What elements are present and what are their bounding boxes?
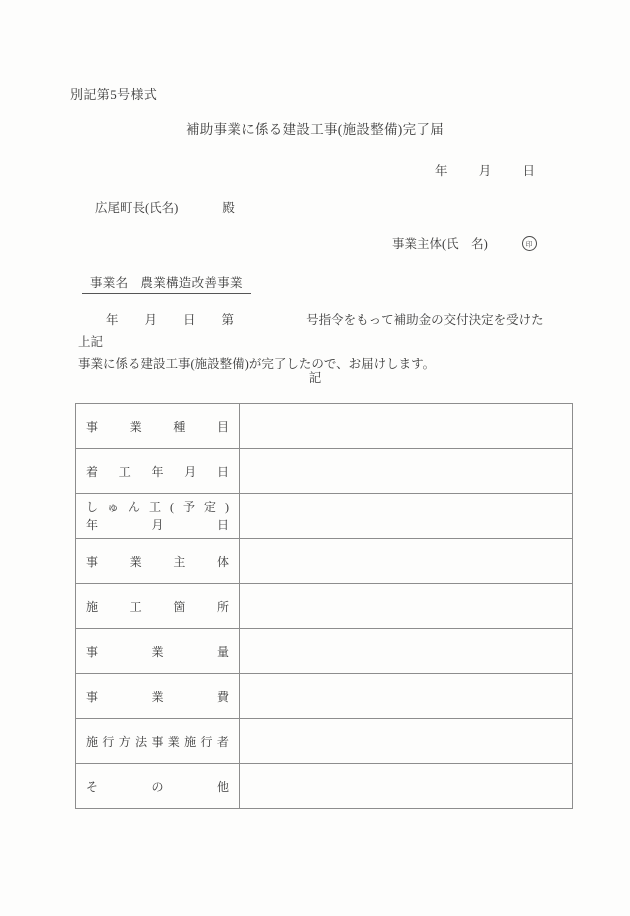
table-row	[76, 764, 573, 809]
label-char: 工	[129, 599, 142, 614]
row-value-completion-date[interactable]	[240, 494, 573, 539]
label-char: 定	[203, 500, 216, 514]
ki-mark: 記	[308, 371, 322, 385]
label-char: 月	[151, 518, 164, 532]
body-paragraph	[78, 310, 556, 376]
label-char: 所	[216, 599, 229, 614]
row-label-execution-method	[76, 719, 240, 764]
body-line2: 事業に係る建設工事(施設整備)が完了したので、お届けします。	[78, 356, 436, 371]
label-char: (	[170, 500, 174, 514]
label-char: 他	[216, 779, 229, 794]
row-value-project-quantity[interactable]	[240, 629, 573, 674]
label-char: 方	[118, 734, 131, 749]
addressee-name: 広尾町長(氏名)	[95, 201, 179, 215]
row-value-construction-site[interactable]	[240, 584, 573, 629]
row-value-other[interactable]	[240, 764, 573, 809]
row-label-project-type	[76, 404, 240, 449]
row-value-start-date[interactable]	[240, 449, 573, 494]
table-row	[76, 539, 573, 584]
project-name-value: 農業構造改善事業	[140, 276, 243, 290]
label-char: 事	[86, 644, 99, 659]
row-label-completion-date	[76, 494, 240, 539]
body-month-label: 月	[144, 313, 158, 327]
seal-icon	[522, 236, 537, 253]
body-line1-rest: 号指令をもって補助金の交付決定を受けた上記	[78, 313, 544, 349]
body-number-prefix: 第	[221, 313, 235, 327]
label-char: 費	[216, 689, 229, 704]
row-label-start-date	[76, 449, 240, 494]
label-char: 予	[182, 500, 195, 514]
label-char: 工	[149, 500, 162, 514]
body-day-label: 日	[183, 313, 196, 327]
body-year-label: 年	[106, 313, 119, 327]
row-value-project-cost[interactable]	[240, 674, 573, 719]
row-label-project-quantity	[76, 629, 240, 674]
label-char: 工	[118, 464, 131, 479]
label-char: ん	[128, 500, 141, 514]
issue-date-line	[435, 161, 535, 179]
label-char: 日	[216, 464, 229, 479]
label-char: 者	[216, 734, 229, 749]
label-char: 年	[86, 518, 99, 532]
label-char: 業	[129, 554, 142, 569]
date-month-label: 月	[478, 164, 492, 178]
label-char: し	[86, 500, 99, 514]
row-label-construction-site	[76, 584, 240, 629]
completion-details-table	[75, 403, 573, 809]
label-char: そ	[86, 779, 99, 794]
label-char: 量	[216, 644, 229, 659]
document-title: 補助事業に係る建設工事(施設整備)完了届	[186, 122, 444, 137]
label-char: 事	[151, 734, 164, 749]
label-char: 施	[86, 599, 99, 614]
row-label-other	[76, 764, 240, 809]
row-label-project-entity	[76, 539, 240, 584]
table-row	[76, 494, 573, 539]
label-char: )	[224, 500, 229, 514]
date-day-label: 日	[522, 164, 535, 178]
project-name-label: 事業名	[90, 276, 129, 290]
project-name-field	[82, 273, 251, 294]
label-char: 着	[86, 464, 99, 479]
table-row	[76, 584, 573, 629]
label-char: 箇	[173, 599, 186, 614]
row-value-project-type[interactable]	[240, 404, 573, 449]
label-char: 月	[184, 464, 197, 479]
row-value-execution-method[interactable]	[240, 719, 573, 764]
label-char: 行	[200, 734, 213, 749]
addressee-honorific: 殿	[222, 201, 235, 215]
label-char: ゅ	[107, 500, 120, 514]
applicant-label: 事業主体(氏 名)	[392, 237, 488, 251]
label-char: 業	[167, 734, 180, 749]
table-row	[76, 629, 573, 674]
table-row	[76, 674, 573, 719]
label-char: 事	[86, 689, 99, 704]
row-value-project-entity[interactable]	[240, 539, 573, 584]
row-label-project-cost	[76, 674, 240, 719]
table-row	[76, 404, 573, 449]
label-char: の	[151, 779, 164, 794]
label-char: 行	[102, 734, 115, 749]
label-char: 年	[151, 464, 164, 479]
label-char: 施	[86, 734, 99, 749]
label-char: 日	[216, 518, 229, 532]
date-year-label: 年	[435, 164, 448, 178]
table-row	[76, 719, 573, 764]
table-row	[76, 449, 573, 494]
addressee	[95, 198, 235, 216]
applicant-line	[392, 234, 537, 252]
label-char: 事	[86, 554, 99, 569]
label-char: 事	[86, 419, 99, 434]
label-char: 主	[173, 554, 186, 569]
label-char: 業	[129, 419, 142, 434]
label-char: 目	[216, 419, 229, 434]
label-char: 種	[173, 419, 186, 434]
form-number: 別記第5号様式	[70, 87, 158, 102]
label-char: 業	[151, 689, 164, 704]
label-char: 法	[135, 734, 148, 749]
label-char: 体	[216, 554, 229, 569]
label-char: 施	[184, 734, 197, 749]
label-char: 業	[151, 644, 164, 659]
